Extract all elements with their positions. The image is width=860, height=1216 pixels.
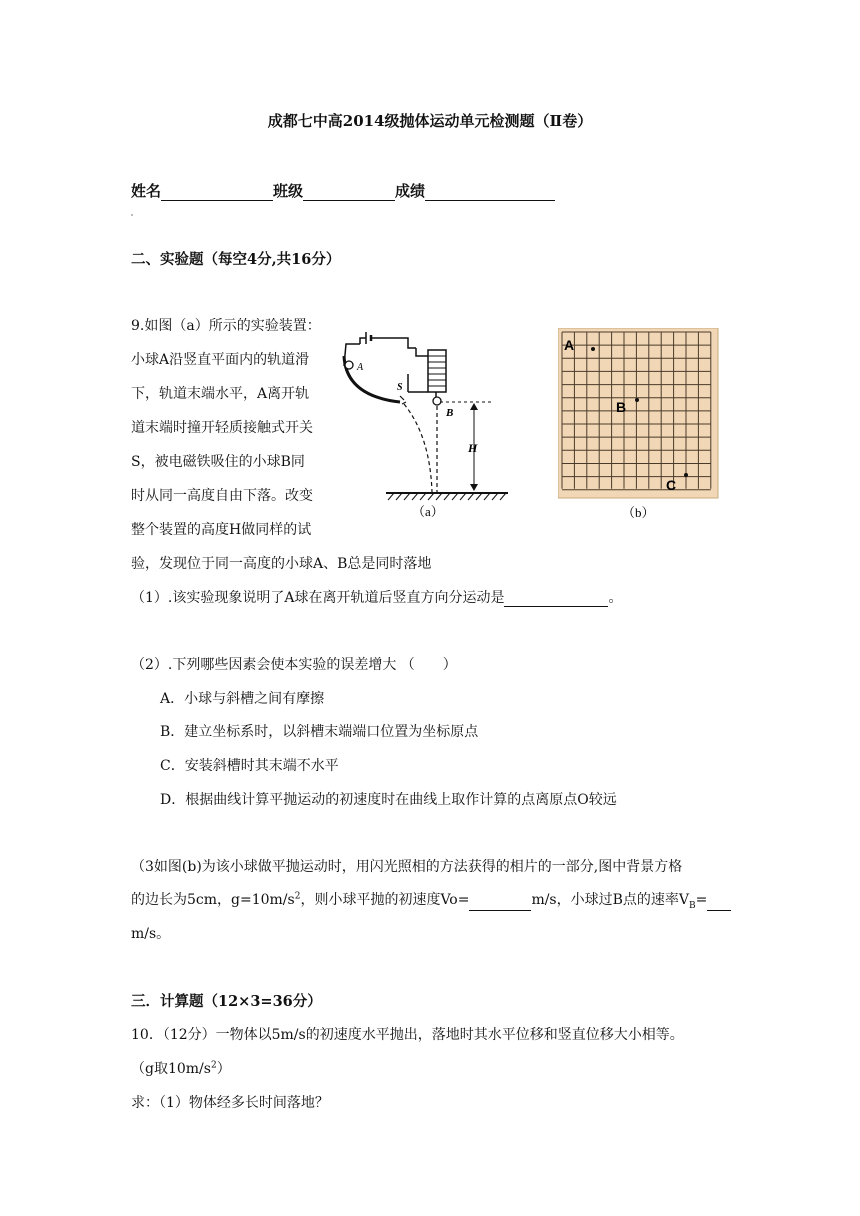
student-info-line — [131, 180, 555, 201]
q9-sub3-sub: B — [689, 900, 696, 911]
vb-blank — [707, 895, 731, 911]
q9-line-7: 整个装置的高度H做同样的试 — [131, 522, 312, 538]
q10-line2-text-b: ） — [216, 1061, 231, 1077]
score-blank — [425, 184, 555, 201]
fig-a-label-s: S — [397, 382, 403, 393]
q9-line-6: 时从同一高度自由下落。改变 — [131, 488, 313, 504]
q9-sub3-text-c: m/s，小球过B点的速率V — [531, 892, 690, 908]
point-b-icon — [635, 398, 639, 402]
point-a-icon — [591, 347, 595, 351]
q9-sub3-text-d: = — [695, 892, 708, 908]
fig-b-caption: （b） — [622, 505, 655, 520]
stray-dot — [131, 214, 133, 216]
name-blank — [161, 184, 273, 201]
q9-line-3: 下，轨道末端水平，A离开轨 — [131, 386, 310, 402]
option-c: C．安装斜槽时其末端不水平 — [160, 758, 339, 774]
fig-a-label-b: B — [446, 407, 454, 419]
point-c-icon — [684, 473, 688, 477]
option-a: A．小球与斜槽之间有摩擦 — [160, 691, 325, 707]
q9-sub1-text: （1）.该实验现象说明了A球在离开轨道后竖直方向分运动是 — [131, 590, 505, 606]
q9-sub3-line1: （3如图(b)为该小球做平抛运动时，用闪光照相的方法获得的相片的一部分,图中背景方格 — [131, 859, 683, 875]
q9-line-2: 小球A沿竖直平面内的轨道滑 — [131, 352, 310, 368]
fig-a-caption: （a） — [412, 504, 444, 519]
q9-line-1: 9.如图（a）所示的实验装置： — [131, 318, 321, 334]
q9-sub3-sup: 2 — [294, 891, 301, 902]
q9-sub1 — [131, 587, 622, 607]
q10-line1: 10．（12分）一物体以5m/s的初速度水平抛出，落地时其水平位移和竖直位移大小相等。 — [131, 1027, 684, 1043]
class-blank — [303, 184, 395, 201]
q9-sub3-text-b: ，则小球平抛的初速度Vo= — [300, 892, 470, 908]
q9-sub3-text-a: 的边长为5cm，g=10m/s — [131, 892, 295, 908]
q9-sub1-end: 。 — [608, 590, 623, 606]
ball-a-icon — [345, 361, 353, 369]
q9-sub3-line3: m/s。 — [131, 926, 171, 942]
option-d: D．根据曲线计算平抛运动的初速度时在曲线上取作计算的点离原点O较远 — [160, 792, 617, 808]
q9-sub3-line2 — [131, 889, 731, 911]
q9-line-8: 验，发现位于同一高度的小球A、B总是同时落地 — [131, 556, 432, 572]
q9-line-4: 道末端时撞开轻质接触式开关 — [131, 420, 313, 436]
fig-a-label-a: A — [357, 362, 364, 373]
figure-a-apparatus — [340, 326, 520, 522]
section-3-heading: 三．计算题（12×3=36分） — [131, 993, 322, 1010]
q10-line2-sup: 2 — [210, 1060, 217, 1071]
name-label: 姓名 — [131, 182, 162, 200]
v0-blank — [469, 895, 531, 911]
fig-b-label-b: B — [616, 399, 627, 415]
fig-b-label-c: C — [666, 477, 677, 493]
class-label: 班级 — [273, 182, 304, 200]
section-2-heading: 二、实验题（每空4分,共16分） — [131, 251, 341, 268]
q10-line3: 求：（1）物体经多长时间落地？ — [131, 1095, 329, 1111]
fig-a-label-h: H — [468, 441, 478, 455]
figure-b-grid-photo — [558, 328, 720, 524]
option-b: B．建立坐标系时，以斜槽末端端口位置为坐标原点 — [160, 724, 479, 740]
ball-b-icon — [433, 397, 441, 405]
q10-line2 — [131, 1058, 231, 1078]
q9-line-5: S，被电磁铁吸住的小球B同 — [131, 454, 305, 470]
page-title: 成都七中高2014级抛体运动单元检测题（Ⅱ卷） — [267, 112, 593, 130]
score-label: 成绩 — [395, 182, 426, 200]
q9-sub2: （2）.下列哪些因素会使本实验的误差增大 （ ） — [131, 657, 457, 673]
fig-b-label-a: A — [564, 337, 575, 353]
q10-line2-text-a: （g取10m/s — [131, 1061, 211, 1077]
q9-sub1-blank — [504, 591, 608, 607]
